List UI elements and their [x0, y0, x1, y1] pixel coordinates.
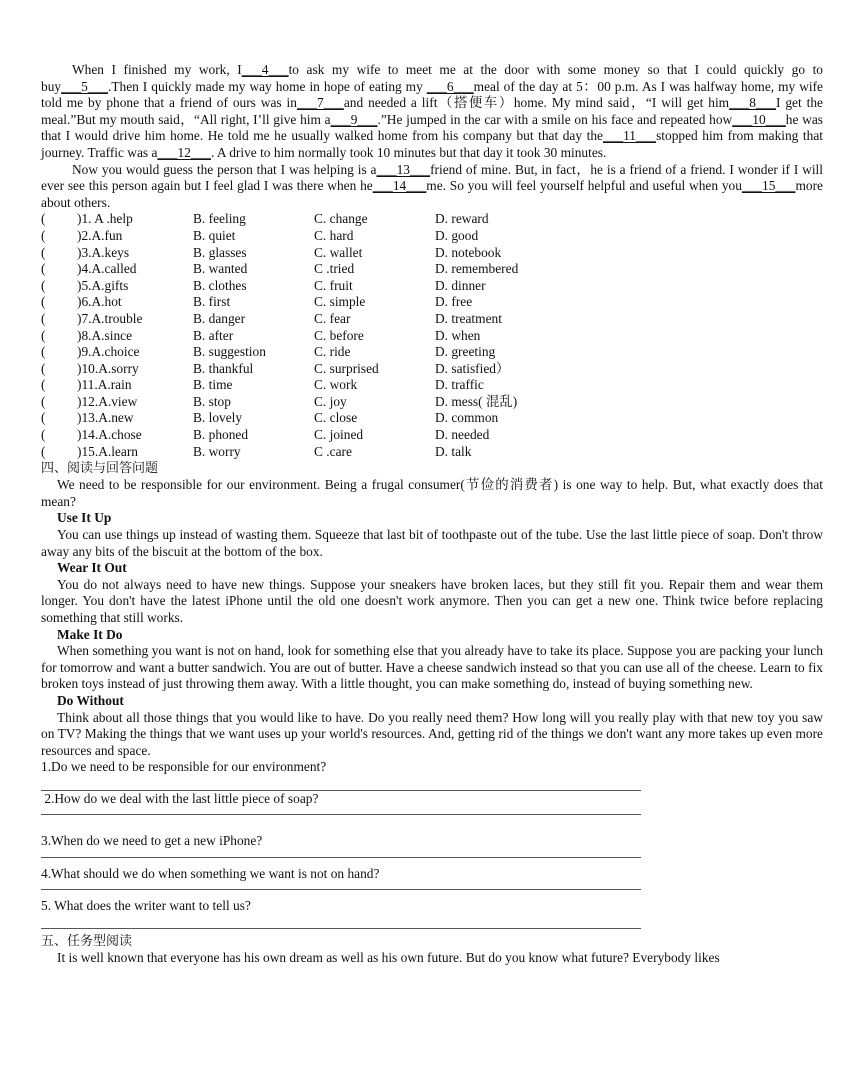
option-b: B. clothes [193, 277, 247, 293]
section-4-intro: We need to be responsible for our environment. Being a frugal consumer(节俭的消费者) is one way to help. But, what exactly does that mean? [41, 477, 823, 509]
option-b: B. danger [193, 310, 246, 326]
option-row [41, 361, 518, 378]
cloze-text: and needed a lift（搭便车）home. My mind said，“I will get him [343, 95, 730, 111]
blank-5: ___5___ [61, 78, 108, 94]
subheading-do-without: Do Without [57, 692, 124, 708]
option-b: B. glasses [193, 244, 247, 260]
option-c: C .tried [314, 261, 355, 277]
paragraph-do-without: Think about all those things that you would like to have. Do you really need them? How long will you really play with that new toy you saw on TV? Making the things that we want uses up your world's resources. And, getting rid of the things we don't want any more takes up even more resources and space. [41, 709, 823, 758]
answer-paren[interactable]: ( [41, 310, 46, 326]
option-d: D. remembered [435, 261, 519, 277]
option-a: )14.A.chose [77, 427, 142, 443]
option-c: C. fear [314, 310, 351, 326]
option-c: C. close [314, 410, 358, 426]
option-d: D. free [435, 294, 473, 310]
cloze-text: Now you would guess the person that I was helping is a [72, 161, 377, 177]
option-row [41, 377, 518, 394]
blank-14: ___14___ [372, 178, 427, 194]
option-b: B. worry [193, 443, 241, 459]
paragraph-wear-it-out: You do not always need to have new things. Suppose your sneakers have broken laces, but they still fit you. Repair them and wear them longer. You don't have the latest iPhone until the old one doesn't work anymore. Then you can get a new one. Think twice before replacing something that still works. [41, 576, 823, 625]
option-a: )1. A .help [77, 211, 133, 227]
section-4-heading: 四、阅读与回答问题 [41, 461, 159, 477]
cloze-paragraph-1 [41, 62, 823, 162]
answer-paren[interactable]: ( [41, 427, 46, 443]
option-row [41, 410, 518, 427]
blank-8: ___8___ [729, 95, 776, 111]
paragraph-make-it-do: When something you want is not on hand, look for something else that you already have to take its place. Suppose you are packing your lunch for tomorrow and want a butter sandwich. You are out of butter. Have a cheese sandwich instead so that you can use all of the cheese. Learn to fix broken toys instead of just throwing them away. With a little thought, you can make something do, instead of buying something new. [41, 643, 823, 692]
option-a: )4.A.called [77, 261, 137, 277]
option-a: )6.A.hot [77, 294, 122, 310]
option-b: B. time [193, 377, 233, 393]
section-5-heading: 五、任务型阅读 [41, 934, 133, 950]
cloze-text: more about others. [41, 178, 823, 210]
option-c: C .care [314, 443, 352, 459]
options-table [41, 211, 518, 460]
option-d: D. reward [435, 211, 489, 227]
option-a: )5.A.gifts [77, 277, 129, 293]
section-5-text: It is well known that everyone has his own dream as well as his own future. But do you know what future? Everybody likes [57, 950, 720, 966]
option-d: D. when [435, 327, 481, 343]
blank-4: ___4___ [241, 62, 289, 77]
blank-11: ___11___ [602, 128, 657, 144]
option-a: )12.A.view [77, 393, 138, 409]
option-b: B. phoned [193, 427, 249, 443]
cloze-text: When I finished my work, I [72, 62, 242, 77]
blank-10: ___10___ [732, 111, 786, 127]
option-row [41, 261, 518, 278]
option-row [41, 328, 518, 345]
option-row [41, 427, 518, 444]
option-b: B. lovely [193, 410, 243, 426]
cloze-text: I get the meal.”But my mouth said，“All right, I’ll give him a [41, 95, 824, 127]
option-b: B. suggestion [193, 344, 266, 360]
option-d: D. dinner [435, 277, 486, 293]
option-c: C. joy [314, 393, 347, 409]
option-d: D. treatment [435, 310, 502, 326]
worksheet-page [41, 62, 823, 967]
answer-paren[interactable]: ( [41, 377, 46, 393]
option-c: C. joined [314, 427, 364, 443]
answer-paren[interactable]: ( [41, 211, 46, 227]
option-d: D. needed [435, 427, 490, 443]
blank-9: ___9___ [330, 111, 378, 127]
option-row [41, 294, 518, 311]
answer-line-2[interactable] [41, 814, 641, 815]
subheading-wear-it-out: Wear It Out [57, 560, 127, 576]
option-a: )3.A.keys [77, 244, 130, 260]
option-d: D. greeting [435, 344, 496, 360]
blank-15: ___15___ [741, 178, 796, 194]
cloze-text: stopped him from making that journey. Traffic was a [41, 128, 824, 160]
option-row [41, 394, 518, 411]
option-d: D. mess( 混乱) [435, 393, 518, 409]
option-row [41, 344, 518, 361]
subheading-use-it-up: Use It Up [57, 510, 112, 526]
option-c: C. change [314, 211, 368, 227]
option-a: )7.A.trouble [77, 310, 143, 326]
option-b: B. thankful [193, 360, 254, 376]
option-b: B. feeling [193, 211, 246, 227]
question-1: 1.Do we need to be responsible for our environment? [41, 759, 327, 775]
option-c: C. wallet [314, 244, 363, 260]
answer-paren[interactable]: ( [41, 360, 46, 376]
question-3: 3.When do we need to get a new iPhone? [41, 832, 263, 848]
cloze-text: meal of the day at 5：00 p.m. As I was halfway home, my wife told me by phone that a friend of ours was in [41, 78, 823, 111]
answer-line-4[interactable] [41, 889, 641, 890]
option-a: )8.A.since [77, 327, 133, 343]
option-c: C. fruit [314, 277, 353, 293]
option-row [41, 211, 518, 228]
option-b: B. stop [193, 393, 231, 409]
option-b: B. after [193, 327, 234, 343]
answer-line-3[interactable] [41, 857, 641, 858]
option-a: )9.A.choice [77, 344, 140, 360]
option-c: C. work [314, 377, 358, 393]
option-row [41, 228, 518, 245]
answer-paren[interactable]: ( [41, 327, 46, 343]
option-b: B. wanted [193, 261, 248, 277]
option-a: )10.A.sorry [77, 360, 139, 376]
blank-7: ___7___ [296, 95, 344, 111]
cloze-paragraph-2 [41, 162, 823, 212]
option-d: D. traffic [435, 377, 484, 393]
option-d: D. talk [435, 443, 472, 459]
cloze-text: to ask my wife to meet me at the door with some money so that I could quickly go to buy [41, 62, 824, 94]
question-2: 2.How do we deal with the last little piece of soap? [41, 790, 319, 806]
blank-6: ___6___ [426, 78, 474, 94]
option-a: )13.A.new [77, 410, 134, 426]
option-c: C. hard [314, 227, 354, 243]
answer-paren[interactable]: ( [41, 294, 46, 310]
option-row [41, 278, 518, 295]
answer-paren[interactable]: ( [41, 410, 46, 426]
paragraph-use-it-up: You can use things up instead of wasting them. Squeeze that last bit of toothpaste out of the tube. Use the last little piece of soap. Don't throw away any bits of the biscuit at the bottom of the box. [41, 527, 823, 559]
answer-paren[interactable]: ( [41, 261, 46, 277]
option-row [41, 444, 518, 461]
cloze-text: .”He jumped in the car with a smile on his face and repeated how [377, 111, 733, 127]
option-d: D. notebook [435, 244, 502, 260]
blank-12: ___12___ [157, 144, 211, 160]
option-c: C. surprised [314, 360, 379, 376]
option-d: D. common [435, 410, 499, 426]
answer-paren[interactable]: ( [41, 227, 46, 243]
answer-line-5[interactable] [41, 928, 641, 929]
cloze-text: friend of mine. But, in fact，he is a friend of a friend. I wonder if I will ever see this person again but I feel glad I was there when he [41, 161, 823, 194]
option-a: )11.A.rain [77, 377, 132, 393]
answer-paren[interactable]: ( [41, 443, 46, 459]
option-d: D. good [435, 227, 479, 243]
option-c: C. before [314, 327, 364, 343]
cloze-text: he was that I would drive him home. He told me he usually walked home from his company but that day the [41, 111, 823, 144]
subheading-make-it-do: Make It Do [57, 626, 123, 642]
answer-paren[interactable]: ( [41, 277, 46, 293]
option-b: B. quiet [193, 227, 236, 243]
cloze-text: .Then I quickly made my way home in hope of eating my [107, 78, 427, 94]
option-b: B. first [193, 294, 231, 310]
answer-paren[interactable]: ( [41, 344, 46, 360]
option-row [41, 311, 518, 328]
option-a: )15.A.learn [77, 443, 138, 459]
question-5: 5. What does the writer want to tell us? [41, 897, 251, 913]
option-c: C. simple [314, 294, 366, 310]
answer-paren[interactable]: ( [41, 393, 46, 409]
answer-paren[interactable]: ( [41, 244, 46, 260]
option-row [41, 245, 518, 262]
question-4: 4.What should we do when something we want is not on hand? [41, 866, 380, 882]
blank-13: ___13___ [376, 161, 431, 177]
option-c: C. ride [314, 344, 351, 360]
option-d: D. satisfied） [435, 360, 510, 376]
option-a: )2.A.fun [77, 227, 123, 243]
cloze-text: . A drive to him normally took 10 minutes but that day it took 30 minutes. [210, 144, 607, 160]
cloze-text: me. So you will feel yourself helpful and useful when you [426, 178, 742, 194]
